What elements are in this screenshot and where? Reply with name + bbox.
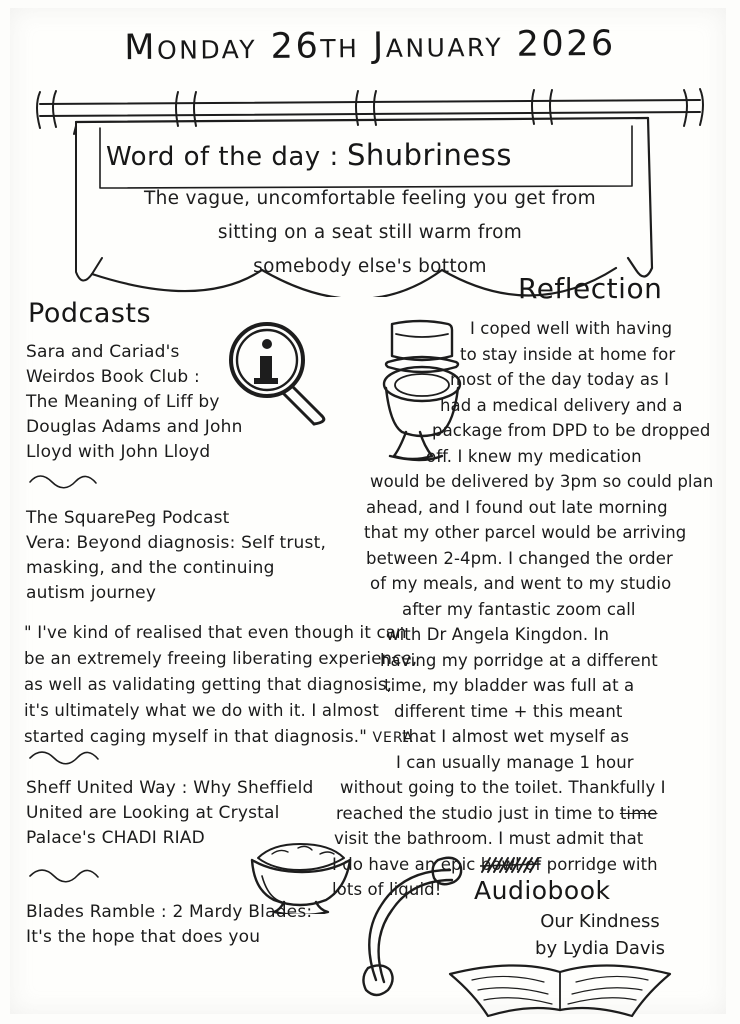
divider-flourish-2 (26, 748, 166, 768)
podcast-1-line-1: Sara and Cariad's (26, 342, 180, 362)
divider-flourish-3 (26, 866, 146, 886)
reflection-line-16: different time + this meant (394, 701, 623, 721)
podcast-entry-2 (26, 506, 356, 606)
podcast-4-line-2: It's the hope that does you (26, 927, 261, 947)
reflection-line-14: having my porridge at a different (380, 650, 658, 670)
info-magnifier-illustration (222, 318, 332, 428)
reflection-line-22: I do have an epic bowl of porridge with (332, 854, 658, 874)
audiobook-title: Our Kindness (540, 911, 660, 932)
podcasts-heading: Podcasts (28, 298, 152, 329)
quote-attribution: VERA (372, 730, 414, 746)
open-book-illustration (432, 958, 692, 1020)
reflection-line-7: would be delivered by 3pm so could plan (370, 472, 714, 491)
podcast-1-line-2: Weirdos Book Club : (26, 367, 200, 387)
open-book-icon (432, 958, 692, 1020)
podcast-2-line-1: The SquarePeg Podcast (26, 508, 230, 528)
reflection-line-2: to stay inside at home for (460, 344, 676, 364)
divider-flourish-1 (26, 470, 146, 490)
podcast-4-line-1: Blades Ramble : 2 Mardy Blades: (26, 902, 313, 922)
reflection-line-1: I coped well with having (470, 319, 673, 338)
reflection-line-13: with Dr Angela Kingdon. In (386, 625, 610, 644)
porridge-bowl-illustration (236, 824, 366, 914)
audiobook-heading: Audiobook (474, 876, 611, 905)
scribble-out-mark (480, 856, 550, 876)
audiobook-author: by Lydia Davis (535, 938, 665, 959)
reflection-line-8: ahead, and I found out late morning (366, 497, 668, 517)
reflection-line-12: after my fantastic zoom call (402, 599, 636, 619)
porridge-bowl-icon (236, 824, 366, 914)
podcast-1-line-5: Lloyd with John Lloyd (26, 442, 211, 462)
reflection-struck-word: time (619, 803, 658, 823)
podcast-quote (24, 620, 434, 751)
word-definition-line-2: sitting on a seat still warm from (217, 222, 523, 243)
reflection-body (332, 316, 718, 903)
reflection-line-11: of my meals, and went to my studio (370, 574, 672, 593)
podcast-1-line-4: Douglas Adams and John (26, 417, 243, 437)
word-of-the-day-word: Shubriness (346, 138, 512, 172)
podcast-3-line-3: Palace's CHADI RIAD (26, 828, 205, 848)
reflection-line-21: visit the bathroom. I must admit that (334, 829, 644, 848)
podcast-2-line-2: Vera: Beyond diagnosis: Self trust, (26, 533, 327, 553)
podcast-3-line-1: Sheff United Way : Why Sheffield (26, 778, 314, 798)
quote-line-3: as well as validating getting that diagnosis, (24, 675, 393, 694)
quote-line-4: it's ultimately what we do with it. I almost (24, 701, 380, 720)
podcast-2-line-4: autism journey (26, 583, 157, 603)
word-definition-line-3: somebody else's bottom (253, 256, 487, 277)
podcast-1-line-3: The Meaning of Liff by (26, 392, 220, 412)
word-of-the-day-line (106, 138, 666, 172)
reflection-line-10: between 2-4pm. I changed the order (366, 548, 673, 568)
reflection-line-9: that my other parcel would be arriving (364, 523, 687, 542)
audiobook-details (480, 908, 720, 962)
reflection-line-19: without going to the toilet. Thankfully I (340, 778, 666, 797)
reflection-line-4: had a medical delivery and a (440, 395, 683, 415)
reflection-line-6: off. I knew my medication (426, 446, 642, 466)
word-definition-line-1: The vague, uncomfortable feeling you get from (144, 188, 596, 209)
reflection-line-15: time, my bladder was full at a (384, 676, 635, 695)
reflection-line-20 (336, 801, 718, 827)
reflection-line-17: that I almost wet myself as (402, 727, 630, 746)
podcast-3-line-2: United are Looking at Crystal (26, 803, 280, 823)
page-title: Monday 26th January 2026 (124, 23, 616, 69)
quote-line-5-wrap (24, 724, 434, 751)
reflection-line-3: most of the day today as I (450, 370, 670, 389)
reflection-line-20-text: reached the studio just in time to (336, 803, 615, 823)
reflection-line-18: I can usually manage 1 hour (396, 752, 634, 772)
podcast-2-line-3: masking, and the continuing (26, 558, 275, 578)
reflection-line-5: package from DPD to be dropped (432, 421, 711, 440)
info-magnifier-icon (222, 318, 332, 428)
reflection-line-23: lots of liquid! (332, 880, 442, 899)
reflection-heading: Reflection (518, 272, 663, 305)
quote-line-5: started caging myself in that diagnosis." (24, 727, 367, 746)
quote-line-2: be an extremely freeing liberating experience, (24, 649, 418, 668)
word-of-the-day-label: Word of the day : (106, 142, 339, 172)
quote-line-1: " I've kind of realised that even though it can (24, 623, 407, 642)
banner-illustration (28, 82, 712, 297)
